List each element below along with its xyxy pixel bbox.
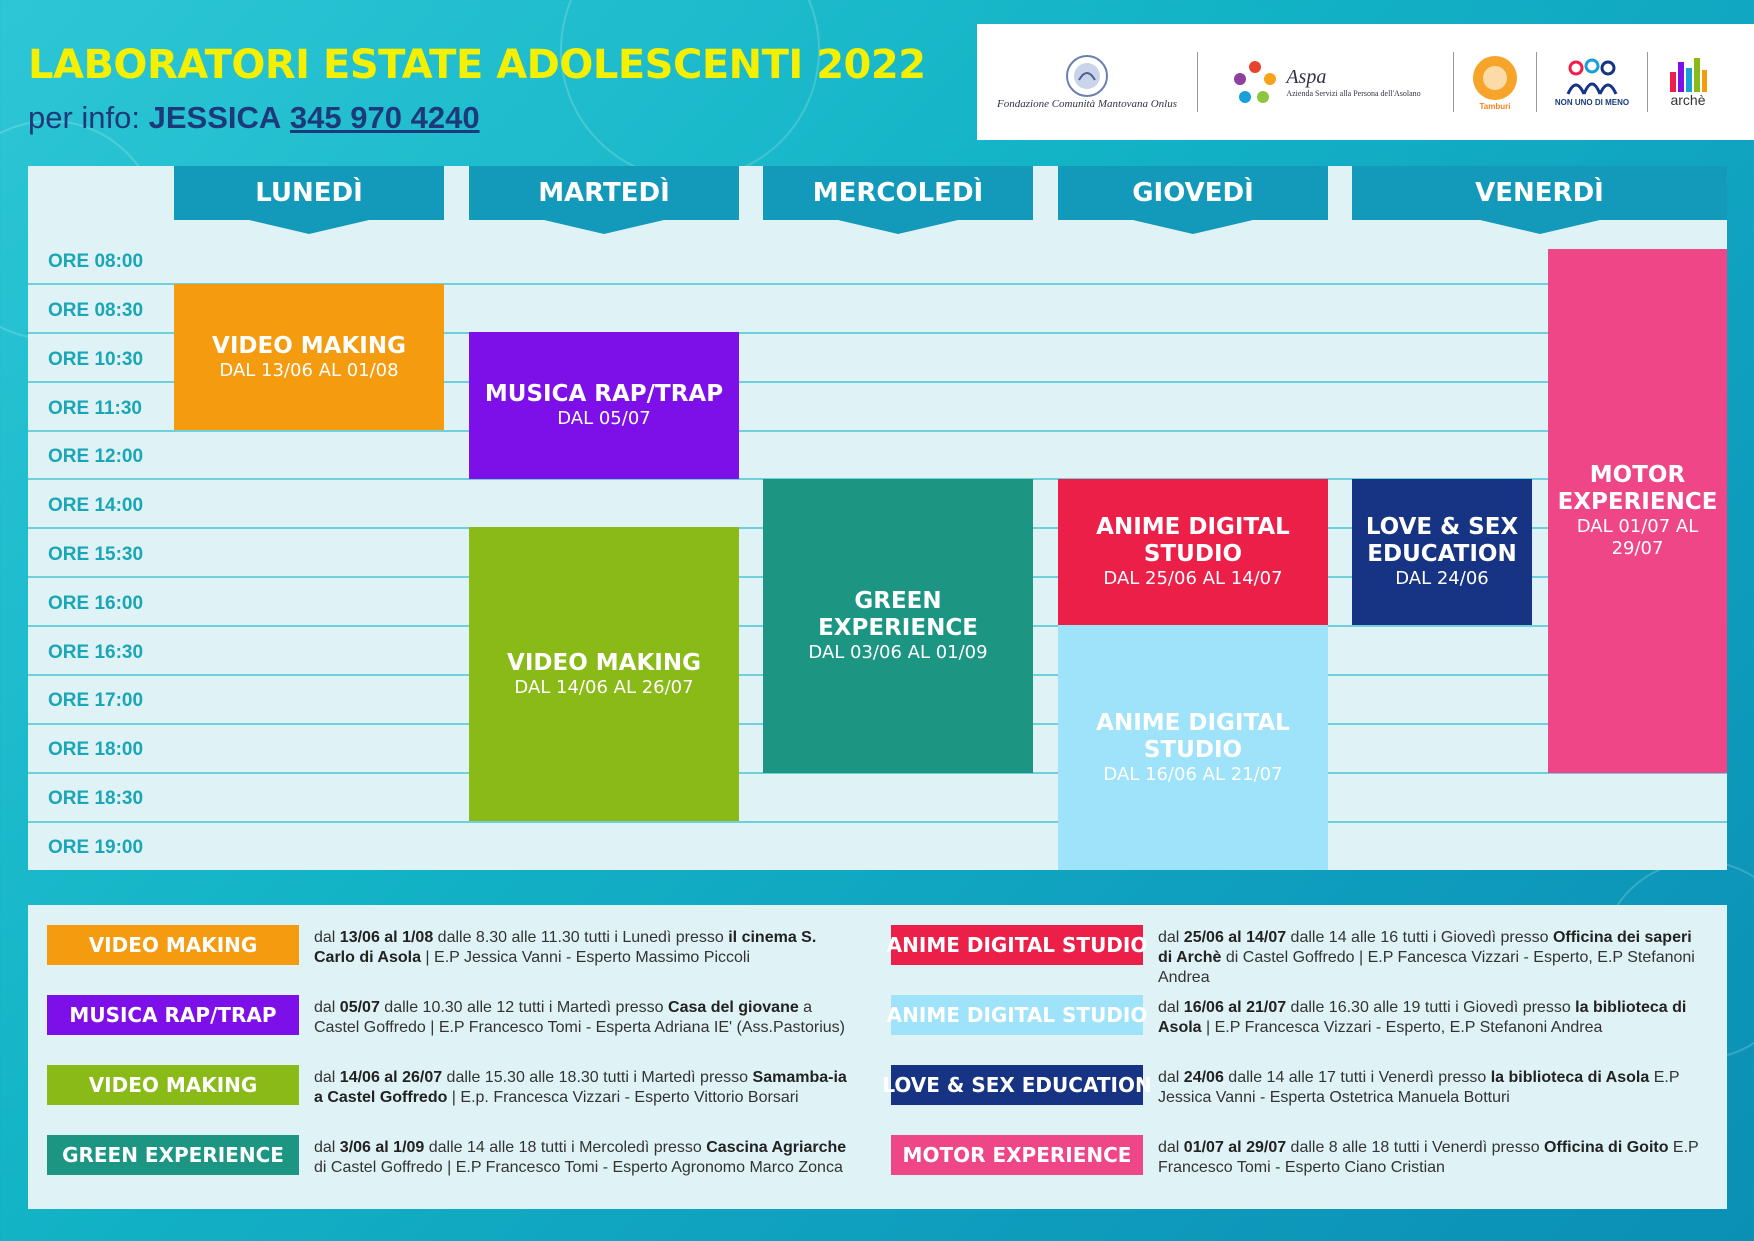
desc-dates: 25/06 al 14/07 [1183, 929, 1287, 946]
desc-text: dalle 10.30 alle 12 tutti i Martedì presso [379, 999, 669, 1016]
desc-text: | E.P Francesca Vizzari - Esperto, E.P Stefanoni Andrea [1201, 1019, 1603, 1036]
desc-dates: 24/06 [1183, 1069, 1224, 1086]
legend-description [1158, 1138, 1703, 1178]
tamburi-icon [1471, 54, 1519, 102]
desc-text: dalle 14 alle 16 tutti i Giovedì presso [1286, 929, 1553, 946]
desc-dates: 16/06 al 21/07 [1183, 999, 1287, 1016]
desc-place: Officina di Goito [1544, 1139, 1669, 1156]
day-header-martedi [469, 166, 739, 220]
activity-dates: DAL 14/06 AL 26/07 [514, 676, 694, 698]
legend-description [314, 1068, 859, 1108]
page-title: LABORATORI ESTATE ADOLESCENTI 2022 [28, 42, 926, 88]
legend-tag: MUSICA RAP/TRAP [47, 995, 299, 1035]
time-label: ORE 12:00 [48, 446, 144, 467]
desc-dates: 3/06 al 1/09 [339, 1139, 425, 1156]
legend-tag: GREEN EXPERIENCE [47, 1135, 299, 1175]
activity-title: ANIME DIGITAL STUDIO [1096, 709, 1290, 763]
header-arrow [838, 220, 958, 234]
activity-dates: DAL 03/06 AL 01/09 [808, 642, 988, 663]
desc-dates: 05/07 [339, 999, 380, 1016]
desc-text: dalle 8 alle 18 tutti i Venerdì presso [1286, 1139, 1545, 1156]
desc-dates: 14/06 al 26/07 [339, 1069, 443, 1086]
logo-fondazione [977, 24, 1197, 140]
activity-dates: DAL 24/06 [1395, 568, 1489, 589]
logo-caption: Fondazione Comunità Mantovana Onlus [997, 98, 1177, 110]
time-label: ORE 16:30 [48, 642, 144, 663]
desc-text: dal [314, 1139, 340, 1156]
activity-dates: DAL 05/07 [557, 408, 651, 429]
desc-dates: 01/07 al 29/07 [1183, 1139, 1287, 1156]
day-header-mercoledi [763, 166, 1033, 220]
logo-tamburi [1454, 24, 1536, 140]
grid-line [28, 430, 1727, 432]
activity-dates: DAL 01/07 AL 29/07 [1576, 516, 1699, 559]
desc-text: dal [314, 999, 340, 1016]
desc-text: | E.P Jessica Vanni - Esperto Massimo Piccoli [420, 949, 750, 966]
time-label: ORE 15:30 [48, 544, 144, 565]
info-prefix: per info: [28, 100, 149, 135]
desc-place: Cascina Agriarche [706, 1139, 847, 1156]
time-label: ORE 17:00 [48, 690, 144, 711]
non-uno-label: NON UNO DI MENO [1554, 97, 1630, 107]
desc-text: dal [314, 929, 340, 946]
desc-text: dalle 8.30 alle 11.30 tutti i Lunedì presso [433, 929, 729, 946]
time-label: ORE 11:30 [48, 398, 142, 419]
time-label: ORE 14:00 [48, 495, 144, 516]
aspa-subtitle: Azienda Servizi alla Persona dell'Asolano [1286, 89, 1421, 98]
day-header-lunedi [174, 166, 444, 220]
aspa-name: Aspa [1286, 66, 1327, 88]
header-arrow [544, 220, 664, 234]
day-label: VENERDÌ [1475, 178, 1604, 208]
desc-text: dalle 14 alle 17 tutti i Venerdì presso [1223, 1069, 1491, 1086]
desc-place: Officina dei saperi di Archè [1158, 929, 1692, 966]
legend-tag: ANIME DIGITAL STUDIO [891, 925, 1143, 965]
desc-text: dalle 14 alle 18 tutti i Mercoledì presso [424, 1139, 707, 1156]
legend-description [314, 928, 859, 968]
day-label: MARTEDÌ [538, 178, 670, 208]
decor-circle [560, 0, 820, 180]
activity-title: GREEN EXPERIENCE [818, 588, 978, 641]
activity-title: MUSICA RAP/TRAP [484, 381, 724, 407]
desc-place: Samamba-ia a Castel Goffredo [314, 1069, 847, 1106]
time-label: ORE 08:30 [48, 300, 144, 321]
phone-link[interactable]: 345 970 4240 [289, 100, 480, 135]
desc-text: dal [1158, 1069, 1184, 1086]
day-header-venerdi [1352, 166, 1727, 220]
activity-motor-experience[interactable] [1548, 249, 1727, 773]
desc-text: a Castel Goffredo | E.P Francesco Tomi - Esperta Adriana IE' (Ass.Pastorius) [314, 999, 845, 1036]
legend-tag: VIDEO MAKING [47, 925, 299, 965]
activity-dates: DAL 13/06 AL 01/08 [219, 359, 399, 381]
desc-text: dalle 15.30 alle 18.30 tutti i Martedì presso [442, 1069, 753, 1086]
logo-arche [1648, 24, 1728, 140]
people-icon [1564, 58, 1620, 98]
header-arrow [1133, 220, 1253, 234]
day-label: LUNEDÌ [255, 178, 363, 208]
desc-place: il cinema S. Carlo di Asola [314, 929, 817, 966]
activity-legend [28, 905, 1727, 1209]
day-label: MERCOLEDÌ [812, 178, 984, 208]
desc-text: E.P Francesco Tomi - Esperto Ciano Cristian [1158, 1139, 1699, 1176]
aspa-icon [1230, 57, 1280, 107]
tamburi-label: Tamburi [1479, 101, 1511, 111]
activity-title: VIDEO MAKING [212, 332, 406, 359]
desc-text: E.P Jessica Vanni - Esperta Ostetrica Manuela Botturi [1158, 1069, 1680, 1106]
activity-title: MOTOR EXPERIENCE [1557, 462, 1718, 515]
day-header-giovedi [1058, 166, 1328, 220]
activity-video-making-lunedi[interactable] [174, 284, 444, 430]
logo-aspa [1198, 24, 1453, 140]
time-label: ORE 08:00 [48, 251, 144, 272]
header-arrow [1480, 220, 1600, 234]
desc-place: la biblioteca di Asola [1158, 999, 1687, 1036]
desc-dates: 13/06 al 1/08 [339, 929, 434, 946]
desc-text: di Castel Goffredo | E.P Fancesca Vizzari - Esperto, E.P Stefanoni Andrea [1158, 949, 1695, 986]
arche-icon [1668, 56, 1708, 92]
desc-text: dal [1158, 1139, 1184, 1156]
desc-text: dal [314, 1069, 340, 1086]
header-arrow [249, 220, 369, 234]
activity-anime-digital-studio-1[interactable] [1058, 479, 1328, 625]
legend-description [1158, 998, 1703, 1038]
desc-place: Casa del giovane [668, 999, 799, 1016]
activity-green-experience[interactable] [763, 479, 1033, 773]
contact-info [28, 100, 480, 136]
desc-text: | E.p. Francesca Vizzari - Esperto Vittorio Borsari [447, 1089, 799, 1106]
partner-logos [977, 24, 1754, 140]
day-label: GIOVEDÌ [1132, 178, 1254, 208]
activity-title: VIDEO MAKING [507, 649, 701, 676]
schedule-grid [28, 166, 1727, 870]
activity-title: ANIME DIGITAL STUDIO [1096, 514, 1290, 567]
time-label: ORE 18:30 [48, 788, 144, 809]
desc-text: dalle 16.30 alle 19 tutti i Giovedì presso [1286, 999, 1576, 1016]
activity-musica-rap-trap[interactable] [469, 332, 739, 479]
legend-tag: VIDEO MAKING [47, 1065, 299, 1105]
activity-anime-digital-studio-2[interactable] [1058, 625, 1328, 870]
legend-description [314, 998, 859, 1038]
legend-tag: LOVE & SEX EDUCATION [891, 1065, 1143, 1105]
desc-text: dal [1158, 999, 1184, 1016]
info-name: JESSICA [148, 100, 282, 135]
activity-love-sex-education[interactable] [1352, 479, 1532, 625]
time-label: ORE 18:00 [48, 739, 144, 760]
activity-video-making-martedi[interactable] [469, 527, 739, 821]
legend-tag: MOTOR EXPERIENCE [891, 1135, 1143, 1175]
grid-line [28, 821, 1727, 823]
time-label: ORE 10:30 [48, 349, 144, 370]
legend-description [1158, 928, 1703, 988]
time-label: ORE 19:00 [48, 837, 144, 858]
desc-text: di Castel Goffredo | E.P Francesco Tomi - Esperto Agronomo Marco Zonca [314, 1159, 843, 1176]
time-label: ORE 16:00 [48, 593, 144, 614]
legend-description [314, 1138, 859, 1178]
seal-icon [1065, 54, 1109, 98]
activity-title: LOVE & SEX EDUCATION [1365, 514, 1519, 567]
activity-dates: DAL 25/06 AL 14/07 [1103, 568, 1283, 589]
legend-tag: ANIME DIGITAL STUDIO [891, 995, 1143, 1035]
arche-label: archè [1670, 92, 1706, 108]
logo-non-uno-di-meno [1537, 24, 1647, 140]
desc-text: dal [1158, 929, 1184, 946]
legend-description [1158, 1068, 1703, 1108]
desc-place: la biblioteca di Asola [1490, 1069, 1650, 1086]
activity-dates: DAL 16/06 AL 21/07 [1103, 763, 1283, 785]
